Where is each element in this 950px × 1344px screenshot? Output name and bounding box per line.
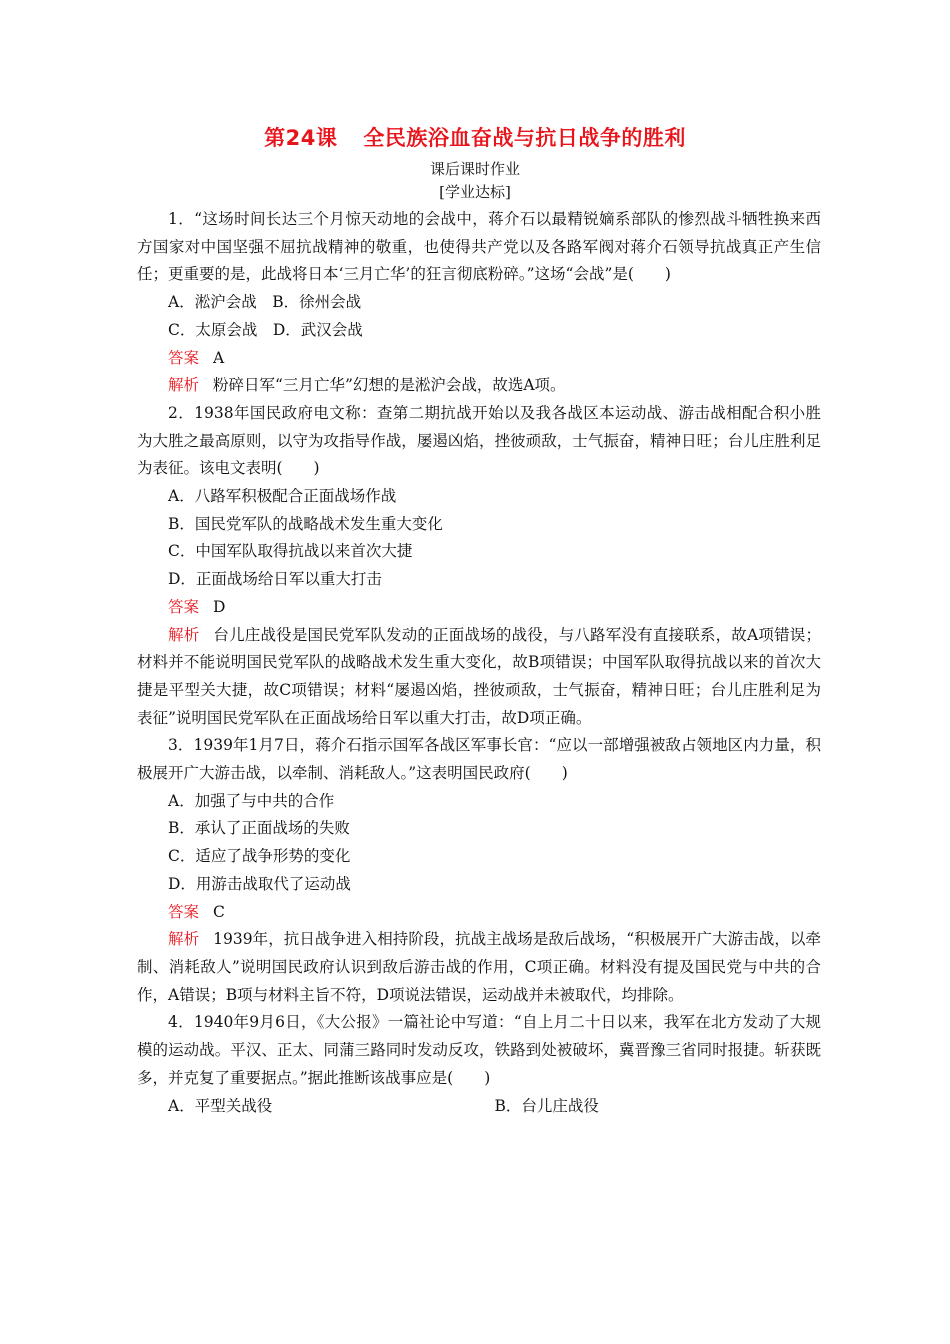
answer-label: 答案 [168, 597, 200, 616]
answer-label: 答案 [168, 348, 200, 367]
answer-label: 答案 [168, 902, 200, 921]
answer-line [137, 899, 821, 927]
section-heading: [学业达标] [439, 183, 511, 201]
answer-value: D [213, 597, 226, 616]
option-line: A．淞沪会战 B．徐州会战 [168, 293, 362, 312]
option-line: B．国民党军队的战略战术发生重大变化 [168, 514, 443, 533]
lesson-number: 第24课 [264, 126, 338, 150]
option-line: A．八路军积极配合正面战场作战 [168, 487, 397, 506]
page-title [0, 122, 950, 152]
option-line: B．承认了正面战场的失败 [168, 819, 350, 838]
analysis-label: 解析 [168, 930, 200, 949]
question-stem: 2．1938年国民政府电文称：查第二期抗战开始以及我各战区本运动战、游击战相配合积小胜为大胜之最高原则，以守为攻指导作战，屡遏凶焰，挫彼顽敌，士气振奋，精神日旺；台儿庄胜利足为表征。该电文表明( ) [137, 403, 821, 478]
analysis-label: 解析 [168, 376, 200, 395]
option-line: D．用游击战取代了运动战 [168, 874, 351, 893]
analysis-text: 1939年，抗日战争进入相持阶段，抗战主战场是敌后战场，“积极展开广大游击战，以牵制、消耗敌人”说明国民政府认识到敌后游击战的作用，C项正确。材料没有提及国民党与中共的合作，A错误；B项与材料主旨不符，D项说法错误，运动战并未被取代，均排除。 [137, 930, 821, 1004]
option-line: C．太原会战 D．武汉会战 [168, 320, 363, 339]
question-list [137, 206, 821, 1120]
lesson-title: 全民族浴血奋战与抗日战争的胜利 [363, 126, 686, 150]
option-line: D．正面战场给日军以重大打击 [168, 570, 382, 589]
answer-value: A [213, 348, 225, 367]
answer-line [137, 594, 821, 622]
analysis-paragraph [137, 926, 821, 1009]
analysis-line [137, 372, 821, 400]
analysis-text: 台儿庄战役是国民党军队发动的正面战场的战役，与八路军没有直接联系，故A项错误；材料并不能说明国民党军队的战略战术发生重大变化，故B项错误；中国军队取得抗战以来的首次大捷是平型关大捷，故C项错误；材料“屡遏凶焰，挫彼顽敌，士气振奋，精神日旺；台儿庄胜利足为表征”说明国民党军队在正面战场给日军以重大打击，故D项正确。 [137, 625, 821, 727]
option-line: B．台儿庄战役 [494, 1096, 599, 1115]
answer-value: C [213, 902, 225, 921]
option-line: A．平型关战役 [168, 1096, 273, 1115]
page-subtitle: 课后课时作业 [429, 160, 520, 178]
question-stem: 4．1940年9月6日，《大公报》一篇社论中写道：“自上月二十日以来，我军在北方发动了大规模的运动战。平汉、正太、同蒲三路同时发动反攻，铁路到处被破坏，冀晋豫三省同时报捷。斩获既多，并克复了重要据点。”据此推断该战事应是( ) [137, 1013, 821, 1087]
answer-line [137, 345, 821, 373]
analysis-label: 解析 [168, 625, 200, 644]
option-line: A．加强了与中共的合作 [168, 791, 335, 810]
analysis-text: 粉碎日军“三月亡华”幻想的是淞沪会战，故选A项。 [213, 376, 566, 395]
option-line: C．适应了战争形势的变化 [168, 847, 351, 866]
analysis-paragraph [137, 622, 821, 733]
question-stem: 1．“这场时间长达三个月惊天动地的会战中，蒋介石以最精锐嫡系部队的惨烈战斗牺牲换来西方国家对中国坚强不屈抗战精神的敬重，也使得共产党以及各路军阀对蒋介石领导抗战真正产生信任；更重要的是，此战将日本‘三月亡华’的狂言彻底粉碎。”这场“会战”是( ) [137, 210, 821, 284]
option-line: C．中国军队取得抗战以来首次大捷 [168, 542, 413, 561]
option-row [137, 1093, 821, 1121]
question-stem: 3．1939年1月7日，蒋介石指示国军各战区军事长官：“应以一部增强被敌占领地区内力量，积极展开广大游击战，以牵制、消耗敌人。”这表明国民政府( ) [137, 736, 821, 783]
